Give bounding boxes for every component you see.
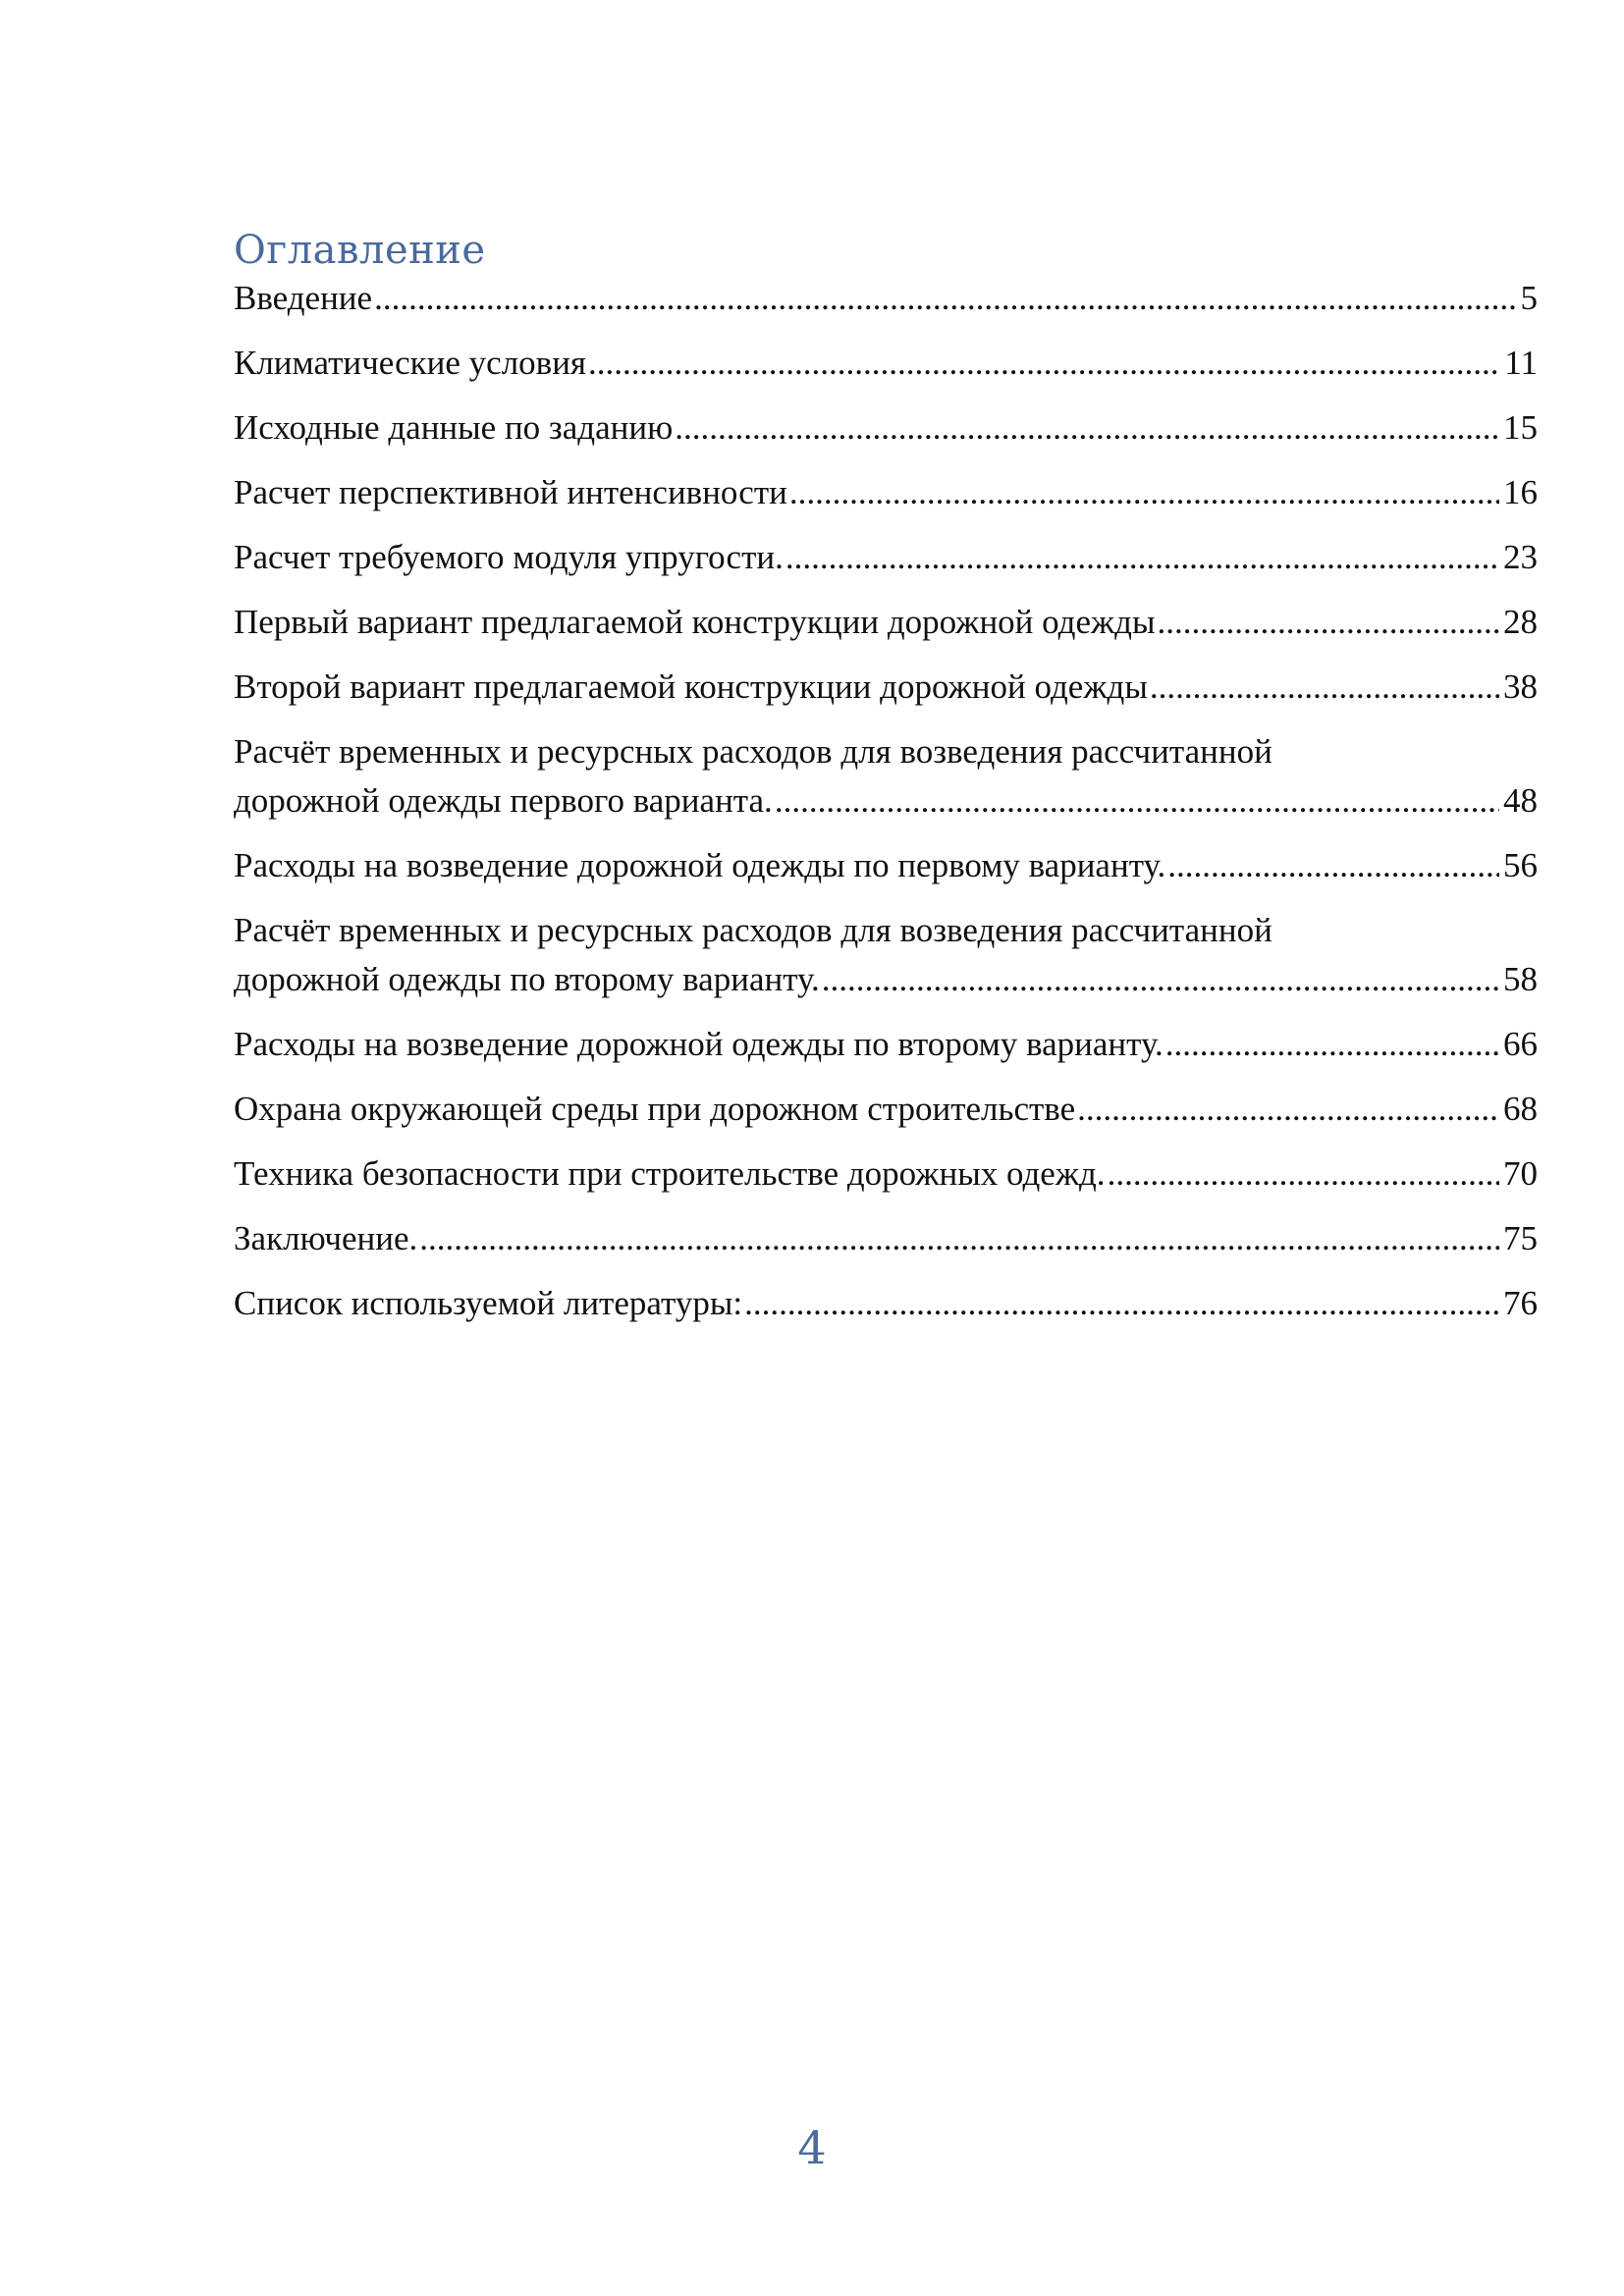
toc-entry-page-number: 23	[1503, 538, 1538, 576]
toc-entry-page-number: 38	[1503, 667, 1538, 706]
toc-entry-title: Исходные данные по заданию	[234, 408, 674, 447]
toc-entry-title: Список используемой литературы:	[234, 1284, 743, 1322]
toc-entry-page-number: 28	[1503, 603, 1538, 641]
toc-dot-leader	[1158, 598, 1499, 647]
toc-entry-line	[234, 663, 1538, 712]
toc-entry-title: Заключение.	[234, 1219, 418, 1257]
toc-dot-leader	[789, 468, 1499, 517]
toc-heading: Оглавление	[234, 228, 486, 273]
toc-dot-leader	[1167, 841, 1499, 890]
toc-entry-line	[234, 598, 1538, 647]
toc-entry[interactable]	[234, 1020, 1538, 1069]
toc-entry-page-number: 76	[1503, 1284, 1538, 1322]
toc-entry-line	[234, 533, 1538, 582]
toc-entry[interactable]	[234, 468, 1538, 517]
toc-entry-title: дорожной одежды по второму варианту.	[234, 960, 820, 998]
toc-entry[interactable]	[234, 841, 1538, 890]
toc-entry-line	[234, 339, 1538, 388]
toc-dot-leader	[675, 403, 1499, 453]
toc-entry-title: Расходы на возведение дорожной одежды по второму варианту.	[234, 1025, 1164, 1063]
toc-dot-leader	[374, 274, 1516, 323]
toc-dot-leader	[822, 955, 1499, 1004]
toc-entry-line	[234, 1214, 1538, 1263]
toc-dot-leader	[775, 776, 1499, 826]
toc-entry-line	[234, 1149, 1538, 1199]
toc-dot-leader	[744, 1279, 1499, 1328]
table-of-contents	[234, 221, 1538, 1344]
toc-dot-leader	[588, 339, 1500, 388]
toc-entry-line	[234, 1085, 1538, 1134]
toc-entry-line	[234, 468, 1538, 517]
toc-entry-title: Охрана окружающей среды при дорожном строительстве	[234, 1090, 1076, 1128]
toc-entry-page-number: 70	[1503, 1154, 1538, 1193]
toc-entry-title: Расчет требуемого модуля упругости.	[234, 538, 784, 576]
toc-entry-title: Введение	[234, 279, 373, 317]
toc-dot-leader	[785, 533, 1499, 582]
toc-dot-leader	[1077, 1085, 1499, 1134]
toc-entry-title: Первый вариант предлагаемой конструкции дорожной одежды	[234, 603, 1156, 641]
toc-entry[interactable]	[234, 1085, 1538, 1134]
page-number: 4	[797, 2121, 827, 2174]
toc-dot-leader	[1165, 1020, 1499, 1069]
toc-entry-line	[234, 403, 1538, 453]
toc-entry-title-line1: Расчёт временных и ресурсных расходов для возведения рассчитанной	[234, 732, 1272, 771]
toc-dot-leader	[1150, 663, 1499, 712]
toc-entry-title: дорожной одежды первого варианта.	[234, 781, 773, 820]
toc-entry[interactable]	[234, 1279, 1538, 1328]
toc-entry-line	[234, 274, 1538, 323]
toc-entry[interactable]	[234, 906, 1538, 1004]
toc-entry-page-number: 68	[1503, 1090, 1538, 1128]
toc-entry-page-number: 15	[1503, 408, 1538, 447]
toc-entry-title: Расчет перспективной интенсивности	[234, 473, 787, 511]
toc-entry[interactable]	[234, 1149, 1538, 1199]
toc-entry[interactable]	[234, 1214, 1538, 1263]
toc-entry-page-number: 66	[1503, 1025, 1538, 1063]
toc-entry-title: Расходы на возведение дорожной одежды по первому варианту.	[234, 846, 1166, 884]
toc-dot-leader	[419, 1214, 1499, 1263]
toc-entry[interactable]	[234, 663, 1538, 712]
toc-entry-title-line1: Расчёт временных и ресурсных расходов для возведения рассчитанной	[234, 911, 1272, 949]
toc-dot-leader	[1108, 1149, 1499, 1199]
toc-entry-title: Климатические условия	[234, 344, 587, 382]
toc-entry-line	[234, 841, 1538, 890]
toc-entry-line	[234, 776, 1538, 826]
toc-entry-line	[234, 1279, 1538, 1328]
toc-entry-line	[234, 955, 1538, 1004]
toc-entry-page-number: 48	[1503, 781, 1538, 820]
toc-entry-page-number: 75	[1503, 1219, 1538, 1257]
toc-list	[234, 274, 1538, 1328]
toc-entry[interactable]	[234, 274, 1538, 323]
toc-entry-title: Техника безопасности при строительстве дорожных одежд.	[234, 1154, 1106, 1193]
toc-entry-line	[234, 1020, 1538, 1069]
toc-entry-page-number: 56	[1503, 846, 1538, 884]
toc-entry[interactable]	[234, 598, 1538, 647]
toc-entry[interactable]	[234, 403, 1538, 453]
toc-entry-page-number: 11	[1504, 344, 1538, 382]
toc-entry-title: Второй вариант предлагаемой конструкции дорожной одежды	[234, 667, 1148, 706]
toc-entry-page-number: 5	[1520, 279, 1538, 317]
toc-entry[interactable]	[234, 339, 1538, 388]
toc-entry-page-number: 58	[1503, 960, 1538, 998]
toc-entry[interactable]	[234, 727, 1538, 826]
toc-entry-page-number: 16	[1503, 473, 1538, 511]
toc-entry[interactable]	[234, 533, 1538, 582]
